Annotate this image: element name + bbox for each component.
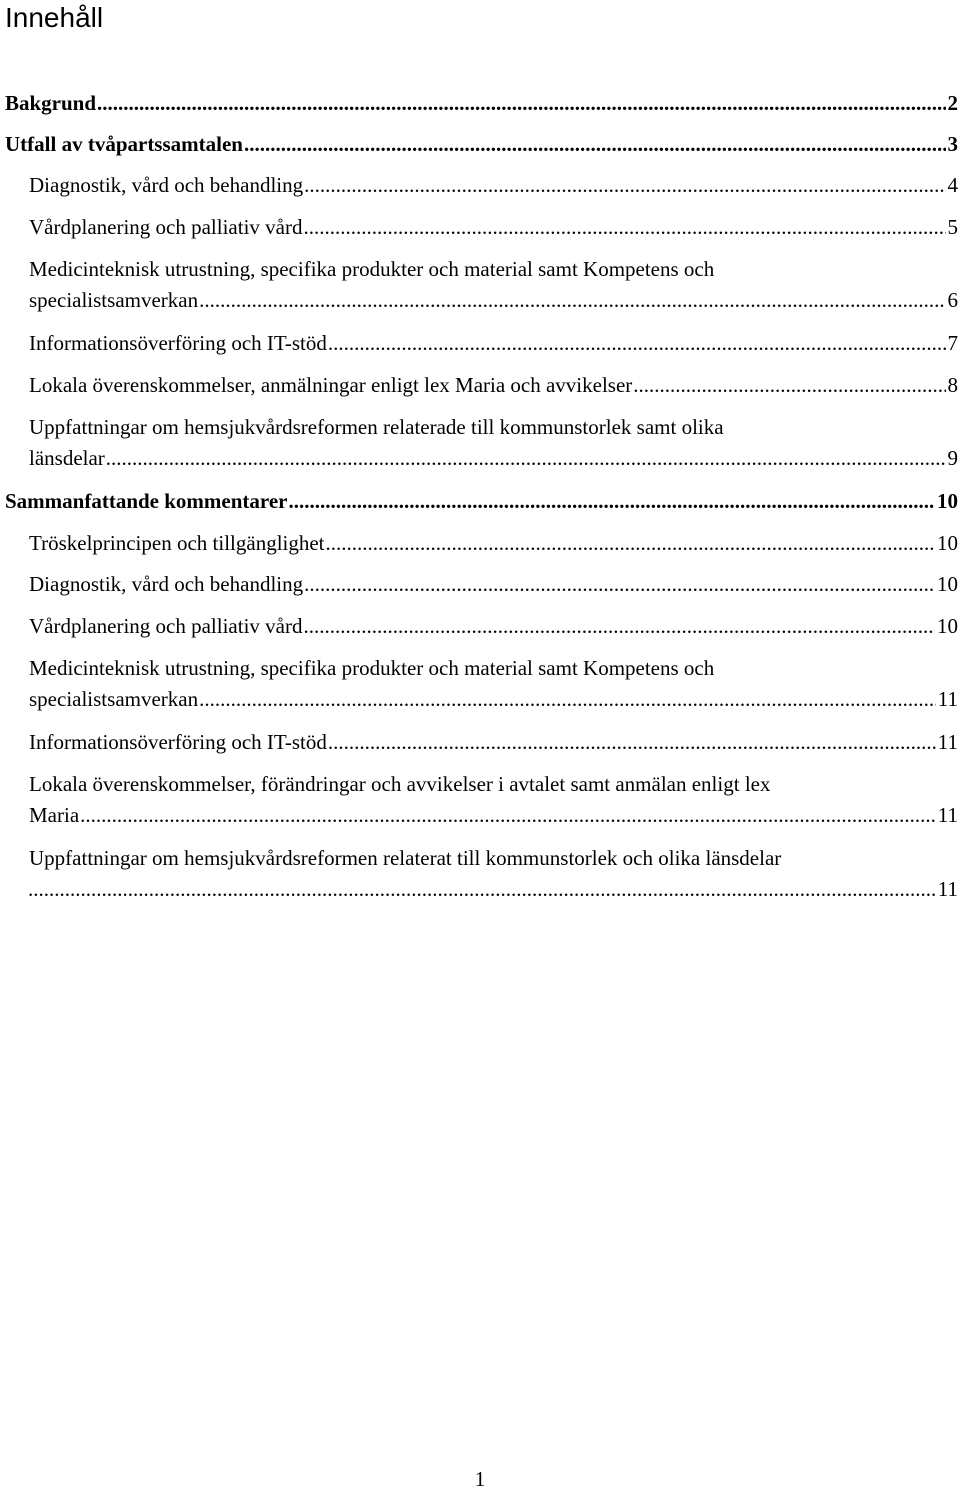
toc-entry-page: 4 (947, 173, 958, 197)
toc-entry-page: 7 (947, 331, 958, 355)
toc-entry-title: Informationsöverföring och IT-stöd (29, 331, 327, 355)
dot-leader (304, 571, 935, 597)
page-number: 1 (474, 1467, 486, 1491)
toc-entry-title: Vårdplanering och palliativ vård (29, 614, 303, 638)
dot-leader (303, 214, 945, 240)
toc-entry-title: Tröskelprincipen och tillgänglighet (29, 531, 325, 555)
toc-entry-title: Lokala överenskommelser, anmälningar enligt lex Maria och avvikelser (29, 373, 633, 397)
dot-leader (199, 686, 936, 712)
toc-entry-title: Lokala överenskommelser, förändringar och avvikelser i avtalet samt anmälan enligt lex (29, 772, 771, 796)
toc-entry-page: 6 (947, 288, 958, 312)
toc-entry-page: 10 (937, 531, 958, 555)
dot-leader (303, 613, 935, 639)
dot-leader (328, 729, 936, 755)
toc-entry-title: Uppfattningar om hemsjukvårdsreformen relaterade till kommunstorlek samt olika (29, 415, 724, 439)
toc-entry-title: specialistsamverkan (29, 687, 199, 711)
toc-entry-page: 10 (937, 614, 958, 638)
dot-leader (304, 172, 945, 198)
toc-entry-title: Medicinteknisk utrustning, specifika produkter och material samt Kompetens och (29, 257, 715, 281)
toc-entry-page: 8 (947, 373, 958, 397)
toc-entry-page: 9 (947, 446, 958, 470)
toc-entry-title: Bakgrund (5, 91, 97, 115)
toc-entry-page: 2 (947, 91, 958, 115)
toc-entry-page: 10 (937, 489, 958, 513)
toc-entry-page: 11 (937, 687, 958, 711)
toc-entry-title: Diagnostik, vård och behandling (29, 572, 304, 596)
dot-leader (326, 530, 935, 556)
toc-entry-page: 11 (937, 730, 958, 754)
dot-leader (199, 287, 945, 313)
dot-leader (80, 802, 936, 828)
toc-entry-page: 11 (937, 803, 958, 827)
toc-entry-title: länsdelar (29, 446, 105, 470)
toc-entry-title: Medicinteknisk utrustning, specifika produkter och material samt Kompetens och (29, 656, 715, 680)
dot-leader (106, 445, 946, 471)
toc-entry-title: Informationsöverföring och IT-stöd (29, 730, 327, 754)
toc-entry-title: Uppfattningar om hemsjukvårdsreformen relaterat till kommunstorlek och olika länsdelar (29, 846, 782, 870)
toc-entry-title: Vårdplanering och palliativ vård (29, 215, 303, 239)
dot-leader (28, 876, 936, 902)
toc-entry-title: specialistsamverkan (29, 288, 199, 312)
dot-leader (244, 131, 946, 157)
toc-heading: Innehåll (5, 2, 104, 33)
toc-entry-title: Maria (29, 803, 80, 827)
toc-entry-title: Diagnostik, vård och behandling (29, 173, 304, 197)
dot-leader (633, 372, 945, 398)
toc-entry-page: 3 (947, 132, 958, 156)
dot-leader (289, 488, 936, 514)
dot-leader (328, 330, 946, 356)
toc-entry-title: Sammanfattande kommentarer (5, 489, 288, 513)
toc-entry-page: 11 (937, 877, 958, 901)
dot-leader (97, 90, 945, 116)
toc-entry-page: 5 (947, 215, 958, 239)
toc-entry-title: Utfall av tvåpartssamtalen (5, 132, 243, 156)
toc-entry-page: 10 (937, 572, 958, 596)
